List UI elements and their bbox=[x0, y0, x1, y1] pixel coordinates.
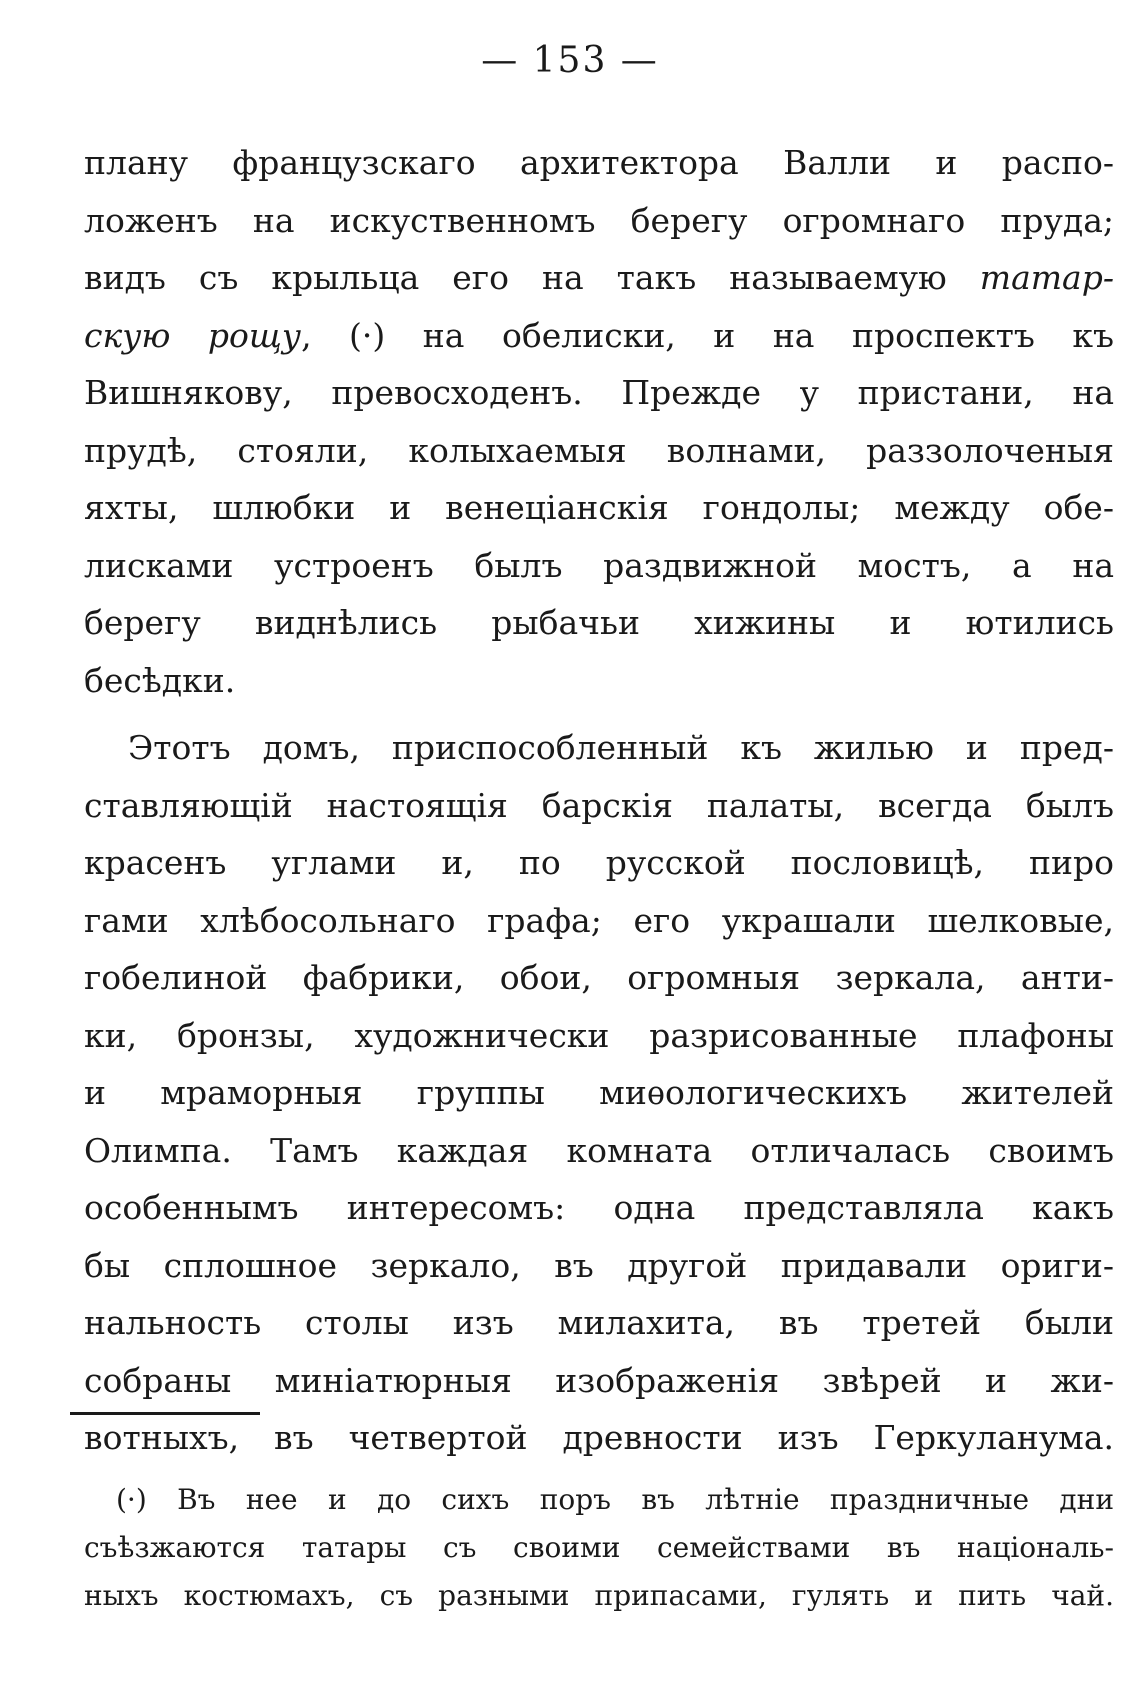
text-line: яхты, шлюбки и венеціанскія гондолы; между обе- bbox=[84, 488, 1114, 527]
text-line bbox=[84, 307, 1114, 365]
text-line: гобелиной фабрики, обои, огромныя зеркала, анти- bbox=[84, 958, 1114, 997]
footnote-line: (·) Въ нее и до сихъ поръ въ лѣтніе праздничные дни bbox=[116, 1483, 1114, 1516]
footnote bbox=[84, 1476, 1114, 1620]
paragraph-2 bbox=[84, 719, 1114, 1467]
text-line: Олимпа. Тамъ каждая комната отличалась своимъ bbox=[84, 1130, 1114, 1170]
paragraph-gap bbox=[84, 709, 1114, 719]
text-segment: , (·) на обелиски, и на проспектъ къ bbox=[301, 315, 1114, 355]
page-number: — 153 — bbox=[481, 40, 659, 81]
text-line: ставляющій настоящія барскія палаты, всегда былъ bbox=[84, 785, 1114, 825]
text-line: плану французскаго архитектора Валли и распо- bbox=[84, 143, 1114, 182]
text-line: собраны миніатюрныя изображенія звѣрей и жи- bbox=[84, 1360, 1114, 1400]
text-line: бесѣдки. bbox=[84, 660, 236, 700]
text-line: берегу виднѣлись рыбачьи хижины и ютились bbox=[84, 603, 1114, 642]
text-line: и мраморныя группы миѳологическихъ жителей bbox=[84, 1073, 1114, 1112]
footnote-line: съѣзжаются татары съ своими семействами въ національ- bbox=[84, 1531, 1114, 1564]
text-line: красенъ углами и, по русской пословицѣ, пиро bbox=[84, 843, 1114, 882]
italic-phrase: скую рощу bbox=[84, 315, 302, 355]
text-line: лисками устроенъ былъ раздвижной мостъ, а на bbox=[84, 545, 1114, 585]
paragraph-1 bbox=[84, 134, 1114, 709]
footnote-separator bbox=[70, 1412, 260, 1415]
text-line: вотныхъ, въ четвертой древности изъ Геркуланума. bbox=[84, 1418, 1114, 1457]
footnote-line: ныхъ костюмахъ, съ разными припасами, гулять и пить чай. bbox=[84, 1579, 1114, 1612]
italic-phrase: татар- bbox=[979, 258, 1114, 297]
text-segment: видъ съ крыльца его на такъ называемую bbox=[84, 258, 980, 297]
body-text bbox=[84, 134, 1114, 1467]
text-line: прудѣ, стояли, колыхаемыя волнами, раззолоченыя bbox=[84, 430, 1114, 470]
text-line: Вишнякову, превосходенъ. Прежде у пристани, на bbox=[84, 373, 1114, 412]
text-line: бы сплошное зеркало, въ другой придавали ориги- bbox=[84, 1245, 1114, 1285]
text-line: особеннымъ интересомъ: одна представляла какъ bbox=[84, 1188, 1114, 1227]
text-line: гами хлѣбосольнаго графа; его украшали шелковые, bbox=[84, 900, 1114, 940]
text-line: ки, бронзы, художнически разрисованные плафоны bbox=[84, 1015, 1114, 1055]
text-line: ложенъ на искуственномъ берегу огромнаго пруда; bbox=[84, 200, 1114, 240]
text-line: Этотъ домъ, приспособленный къ жилью и пред- bbox=[128, 728, 1114, 767]
text-line: нальность столы изъ милахита, въ третей были bbox=[84, 1303, 1114, 1342]
text-line bbox=[84, 249, 1114, 307]
